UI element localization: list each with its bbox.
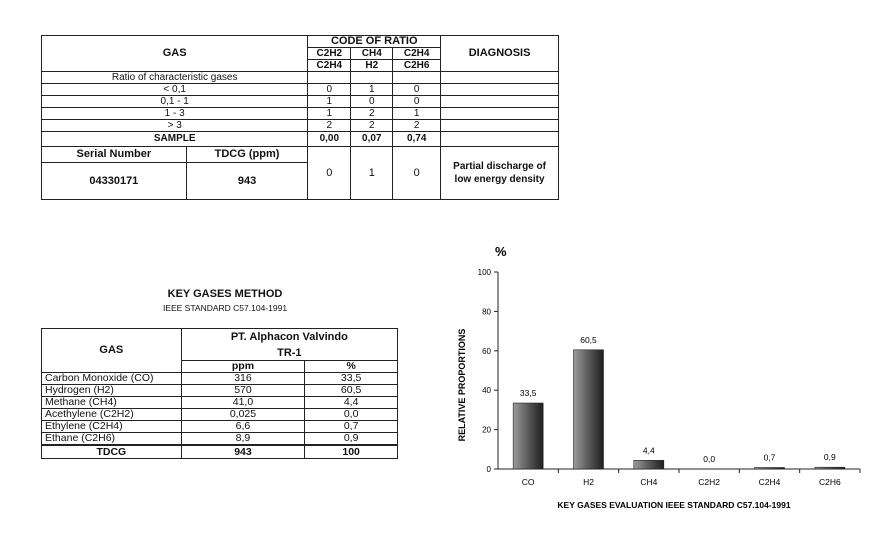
kg-gas-name: Carbon Monoxide (CO) bbox=[42, 373, 182, 385]
data-label: 0,0 bbox=[703, 454, 716, 464]
key-gases-bar-chart bbox=[450, 235, 870, 520]
key-gases-title: KEY GASES METHOD bbox=[167, 288, 283, 300]
result-code: 0 bbox=[393, 147, 441, 200]
range-code: 1 bbox=[308, 96, 351, 108]
y-axis-label: RELATIVE PROPORTIONS bbox=[457, 328, 467, 442]
tdcg-value: 943 bbox=[186, 163, 308, 200]
kg-gas-name: Ethane (C2H6) bbox=[42, 433, 182, 446]
bar-co bbox=[513, 403, 543, 469]
kg-ppm: 6,6 bbox=[181, 421, 305, 433]
range-code: 2 bbox=[393, 120, 441, 132]
range-row bbox=[42, 108, 559, 120]
kg-gas-name: Ethylene (C2H4) bbox=[42, 421, 182, 433]
y-tick-label: 100 bbox=[477, 268, 491, 277]
ratio-col-bottom: H2 bbox=[351, 60, 393, 72]
data-label: 33,5 bbox=[519, 388, 537, 399]
range-code: 1 bbox=[351, 84, 393, 96]
y-tick-label: 20 bbox=[482, 425, 491, 435]
range-label: > 3 bbox=[42, 120, 308, 132]
diagnosis-result bbox=[441, 147, 559, 200]
serial-number-value: 04330171 bbox=[42, 163, 187, 200]
kg-pct: 33,5 bbox=[305, 373, 398, 385]
range-label: 1 - 3 bbox=[42, 108, 308, 120]
sample-row bbox=[42, 132, 559, 147]
kg-row bbox=[42, 397, 398, 409]
bar-h2 bbox=[574, 350, 604, 469]
kg-pct: 4,4 bbox=[305, 397, 398, 409]
x-tick-label: C2H6 bbox=[818, 477, 841, 487]
range-code: 2 bbox=[351, 120, 393, 132]
diagnosis-line: Partial discharge of bbox=[453, 161, 546, 172]
range-code: 0 bbox=[393, 96, 441, 108]
kg-pct: 0,7 bbox=[305, 421, 398, 433]
code-of-ratio-header: CODE OF RATIO bbox=[308, 36, 441, 48]
ratio-code-table bbox=[41, 35, 559, 200]
sample-label: SAMPLE bbox=[42, 132, 308, 147]
kg-total-pct: 100 bbox=[305, 445, 398, 459]
bar-ch4 bbox=[634, 460, 664, 469]
range-code: 0 bbox=[308, 84, 351, 96]
kg-ppm: 8,9 bbox=[181, 433, 305, 446]
data-label: 4,4 bbox=[642, 445, 655, 456]
kg-site: PT. Alphacon Valvindo bbox=[181, 329, 397, 347]
ratio-col-top: C2H2 bbox=[308, 48, 351, 60]
diagnosis-header: DIAGNOSIS bbox=[441, 36, 559, 72]
x-tick-label: CH4 bbox=[640, 477, 658, 487]
range-row bbox=[42, 120, 559, 132]
kg-ppm: 0,025 bbox=[181, 409, 305, 421]
kg-gas-name: Hydrogen (H2) bbox=[42, 385, 182, 397]
ratio-col-top: C2H4 bbox=[393, 48, 441, 60]
kg-row bbox=[42, 385, 398, 397]
kg-row bbox=[42, 373, 398, 385]
range-label: < 0,1 bbox=[42, 84, 308, 96]
y-tick-label: 40 bbox=[482, 386, 491, 396]
y-tick-label: 60 bbox=[482, 346, 491, 356]
x-tick-label: CO bbox=[521, 477, 535, 487]
kg-ppm-header: ppm bbox=[181, 361, 305, 373]
range-row bbox=[42, 96, 559, 108]
x-tick-label: H2 bbox=[583, 477, 594, 487]
x-tick-label: C2H4 bbox=[758, 477, 781, 487]
bar-c2h6 bbox=[815, 467, 845, 469]
section-label: Ratio of characteristic gases bbox=[42, 72, 308, 84]
range-code: 2 bbox=[351, 108, 393, 120]
kg-header-row bbox=[42, 329, 398, 347]
kg-pct: 60,5 bbox=[305, 385, 398, 397]
y-unit-label: % bbox=[495, 244, 507, 259]
bar-c2h4 bbox=[755, 468, 785, 470]
key-gases-subtitle: IEEE STANDARD C57.104-1991 bbox=[162, 303, 288, 313]
kg-pct: 0,0 bbox=[305, 409, 398, 421]
kg-ppm: 316 bbox=[181, 373, 305, 385]
kg-gas-name: Methane (CH4) bbox=[42, 397, 182, 409]
x-tick-label: C2H2 bbox=[698, 477, 721, 487]
kg-pct-header: % bbox=[305, 361, 398, 373]
kg-gas-name: Acethylene (C2H2) bbox=[42, 409, 182, 421]
gas-header: GAS bbox=[42, 36, 308, 72]
ratio-header-row bbox=[42, 36, 559, 48]
kg-ppm: 41,0 bbox=[181, 397, 305, 409]
key-gases-table bbox=[41, 328, 398, 459]
result-code: 1 bbox=[351, 147, 393, 200]
range-row bbox=[42, 84, 559, 96]
sample-value: 0,00 bbox=[308, 132, 351, 147]
kg-total-label: TDCG bbox=[42, 445, 182, 459]
data-label: 60,5 bbox=[580, 334, 597, 345]
ratio-col-bottom: C2H6 bbox=[393, 60, 441, 72]
result-code: 0 bbox=[308, 147, 351, 200]
kg-gas-header: GAS bbox=[42, 329, 182, 373]
y-tick-label: 80 bbox=[482, 307, 491, 317]
sample-value: 0,74 bbox=[393, 132, 441, 147]
range-code: 0 bbox=[351, 96, 393, 108]
ratio-col-top: CH4 bbox=[351, 48, 393, 60]
tdcg-header: TDCG (ppm) bbox=[186, 147, 308, 163]
range-code: 1 bbox=[308, 108, 351, 120]
sample-value: 0,07 bbox=[351, 132, 393, 147]
y-tick-label: 0 bbox=[486, 465, 491, 474]
range-code: 2 bbox=[308, 120, 351, 132]
kg-total-row bbox=[42, 445, 398, 459]
serial-header-row bbox=[42, 147, 559, 163]
data-label: 0,7 bbox=[763, 452, 776, 463]
range-code: 1 bbox=[393, 108, 441, 120]
range-code: 0 bbox=[393, 84, 441, 96]
data-label: 0,9 bbox=[823, 452, 836, 463]
kg-unit: TR-1 bbox=[181, 346, 397, 361]
kg-row bbox=[42, 409, 398, 421]
ratio-col-bottom: C2H4 bbox=[308, 60, 351, 72]
diagnosis-line: low energy density bbox=[454, 174, 545, 185]
kg-ppm: 570 bbox=[181, 385, 305, 397]
kg-total-ppm: 943 bbox=[181, 445, 305, 459]
kg-row bbox=[42, 433, 398, 446]
chart-title: KEY GASES EVALUATION IEEE STANDARD C57.104-1991 bbox=[557, 500, 791, 510]
serial-number-header: Serial Number bbox=[42, 147, 187, 163]
section-label-row bbox=[42, 72, 559, 84]
kg-row bbox=[42, 421, 398, 433]
range-label: 0,1 - 1 bbox=[42, 96, 308, 108]
kg-pct: 0,9 bbox=[305, 433, 398, 446]
